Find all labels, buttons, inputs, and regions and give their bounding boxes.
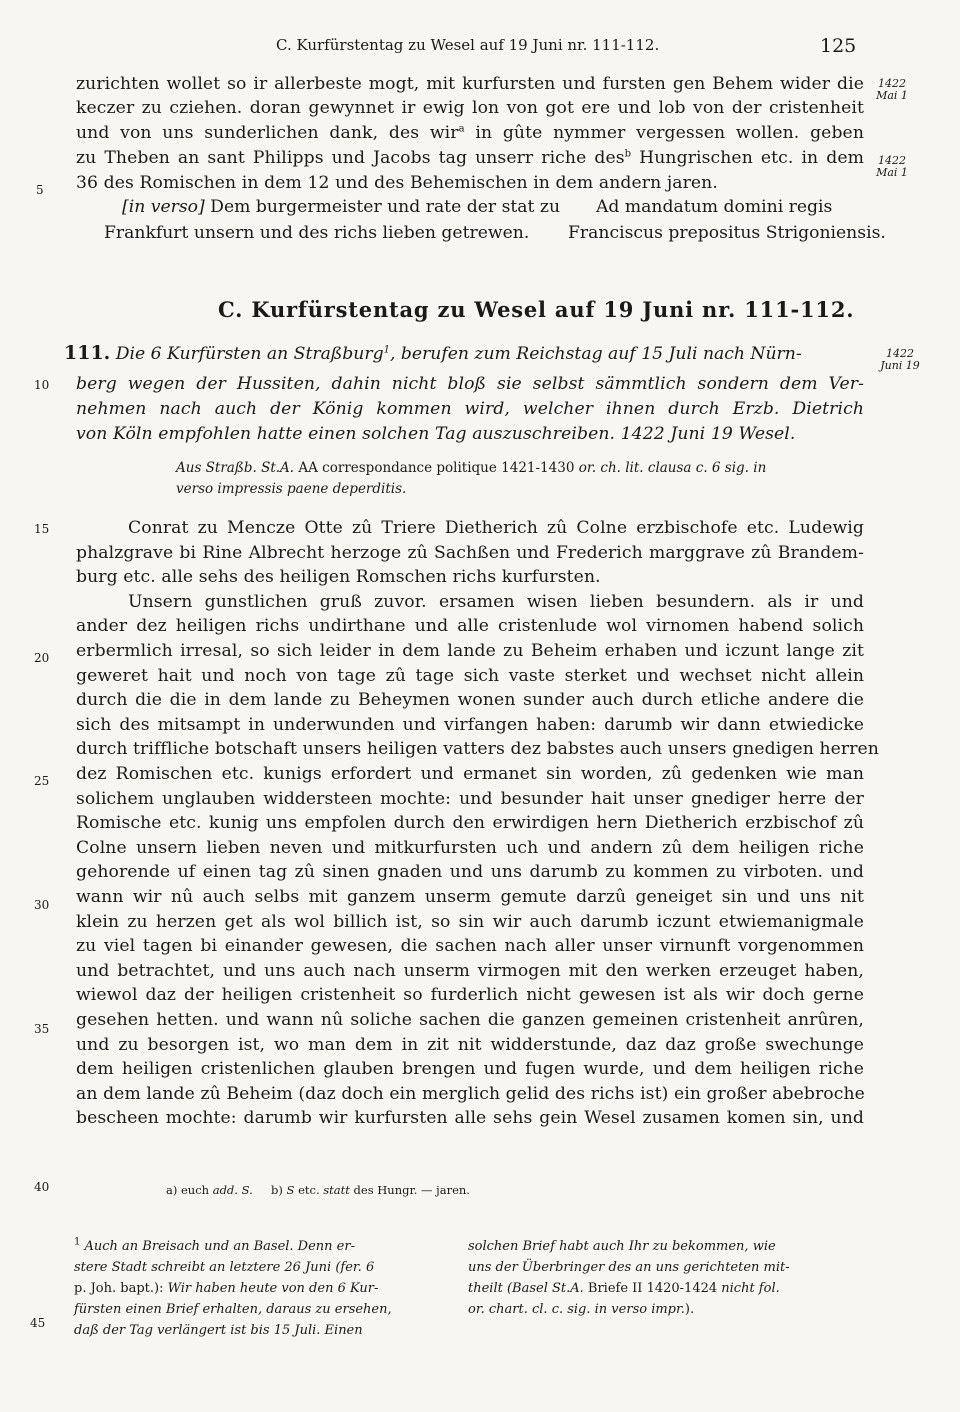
page-number: 125 bbox=[820, 35, 857, 57]
text-line: zu Theben an sant Philipps und Jacobs tag unserr riche des$^b$ Hungrischen etc. in dem bbox=[76, 148, 864, 168]
line-number: 40 bbox=[34, 1180, 50, 1194]
text-line: keczer zu cziehen. doran gewynnet ir ewig lon von got ere und lob von der cristenheit bbox=[76, 98, 864, 118]
footnote-left: $^1$ Auch an Breisach und an Basel. Denn er- stere Stadt schreibt an letztere 26 Juni (fer. 6 p. Joh. bapt.): Wir haben heute von den 6 Kur- fürsten einen Brief erhalten, daraus zu ersehen, daß der Tag verlängert ist bis 15 Juli. Einen bbox=[74, 1236, 392, 1338]
body-line: gehorende uf einen tag zû sinen gnaden und uns darumb zu kommen zu virboten. und bbox=[76, 862, 864, 882]
address-verso: [in verso] Dem burgermeister und rate der stat zu bbox=[122, 197, 561, 217]
address-verso: Frankfurt unsern und des richs lieben getrewen. bbox=[104, 223, 530, 243]
text-line: und von uns sunderlichen dank, des wir$^a$ in gûte nymmer vergessen wollen. geben bbox=[76, 123, 864, 143]
footnote-right: solchen Brief habt auch Ihr zu bekommen, wie uns der Überbringer des an uns gerichteten mit- theilt (Basel St.A. Briefe II 1420-1424 nicht fol. or. chart. cl. c. sig. in verso impr.). bbox=[468, 1239, 790, 1317]
body-line: dem heiligen cristenlichen glauben brengen und fugen wurde, und dem heiligen riche bbox=[76, 1059, 864, 1079]
body-line: durch die die in dem lande zu Beheymen wonen sunder auch durch etliche andere die bbox=[76, 690, 864, 710]
body-line: phalzgrave bi Rine Albrecht herzoge zû Sachßen und Frederich marggrave zû Brandem- bbox=[76, 543, 864, 563]
mandatum-line: Ad mandatum domini regis bbox=[596, 197, 833, 217]
text-line: 36 des Romischen in dem 12 und des Behemischen in dem andern jaren. bbox=[76, 173, 718, 193]
body-line: und zu besorgen ist, wo man dem in zit nit widderstunde, daz daz große swechunge bbox=[76, 1035, 864, 1055]
line-number: 35 bbox=[34, 1022, 50, 1036]
body-line: sich des mitsampt in underwunden und virfangen haben: darumb wir dann etwiedicke bbox=[76, 715, 864, 735]
body-line: Colne unsern lieben neven und mitkurfursten uch und andern zû dem heiligen riche bbox=[76, 838, 864, 858]
running-title: C. Kurfürstentag zu Wesel auf 19 Juni nr. 111-112. bbox=[276, 36, 660, 54]
body-line: gesehen hetten. und wann nû soliche sachen die ganzen gemeinen cristenheit anrûren, bbox=[76, 1010, 864, 1030]
body-line: dez Romischen etc. kunigs erfordert und ermanet sin worden, zû gedenken wie man bbox=[76, 764, 864, 784]
body-line: bescheen mochte: darumb wir kurfursten alle sehs gein Wesel zusamen komen sin, und bbox=[76, 1108, 864, 1128]
source-note: Aus Straßb. St.A. AA correspondance politique 1421-1430 or. ch. lit. clausa c. 6 sig. in bbox=[176, 460, 767, 476]
body-line: wann wir nû auch selbs mit ganzem unserm gemute darzû geneiget sin und uns nit bbox=[76, 887, 864, 907]
body-line: durch triffliche botschaft unsers heiligen vatters dez babstes auch unsers gnedigen herren bbox=[76, 739, 879, 759]
body-line: zu viel tagen bi einander gewesen, die sachen nach aller unser virnunft vorgenommen bbox=[76, 936, 864, 956]
entry-heading: 111. Die 6 Kurfürsten an Straßburg$^1$, berufen zum Reichstag auf 15 Juli nach Nürn- bbox=[64, 342, 802, 364]
entry-heading-line: von Köln empfohlen hatte einen solchen Tag auszuschreiben. 1422 Juni 19 Wesel. bbox=[76, 424, 796, 444]
section-title: C. Kurfürstentag zu Wesel auf 19 Juni nr. 111-112. bbox=[218, 297, 855, 322]
line-number: 25 bbox=[34, 774, 50, 788]
body-line: Conrat zu Mencze Otte zû Triere Dietherich zû Colne erzbischofe etc. Ludewig bbox=[128, 518, 864, 538]
margin-date: 1422 Mai 1 bbox=[876, 77, 908, 102]
source-note: verso impressis paene deperditis. bbox=[176, 481, 407, 497]
body-line: geweret hait und noch von tage zû tage sich vaste sterket und wechset nicht allein bbox=[76, 666, 864, 686]
text-line: zurichten wollet so ir allerbeste mogt, mit kurfursten und fursten gen Behem wider die bbox=[76, 74, 864, 94]
body-line: solichem unglauben widdersteen mochte: und besunder hait unser gnediger herre der bbox=[76, 789, 864, 809]
body-line: burg etc. alle sehs des heiligen Romschen richs kurfursten. bbox=[76, 567, 601, 587]
body-line: Romische etc. kunig uns empfolen durch den erwirdigen hern Dietherich erzbischof zû bbox=[76, 813, 864, 833]
body-line: ander dez heiligen richs undirthane und alle cristenlude wol virnomen habend solich bbox=[76, 616, 864, 636]
signature-line: Franciscus prepositus Strigoniensis. bbox=[568, 223, 886, 243]
body-line: erbermlich irresal, so sich leider in dem lande zu Beheim erhaben und iczunt lange zit bbox=[76, 641, 864, 661]
entry-heading-line: berg wegen der Hussiten, dahin nicht bloß sie selbst sämmtlich sondern dem Ver- bbox=[76, 374, 864, 394]
line-number: 10 bbox=[34, 378, 50, 392]
line-number: 20 bbox=[34, 651, 50, 665]
body-line: und betrachtet, und uns auch nach unserm virmogen mit den werken erzeuget haben, bbox=[76, 961, 864, 981]
margin-date: 1422 Juni 19 bbox=[880, 347, 920, 372]
body-line: an dem lande zû Beheim (daz doch ein merglich gelid des richs ist) ein großer abebroche bbox=[76, 1084, 865, 1104]
margin-date: 1422 Mai 1 bbox=[876, 154, 908, 179]
body-line: wiewol daz der heiligen cristenheit so furderlich nicht gewesen ist als wir doch gerne bbox=[76, 985, 864, 1005]
entry-heading-line: nehmen nach auch der König kommen wird, welcher ihnen durch Erzb. Dietrich bbox=[76, 399, 864, 419]
line-number: 15 bbox=[34, 522, 50, 536]
body-line: klein zu herzen get als wol billich ist, so sin wir auch darumb iczunt etwiemanigmale bbox=[76, 912, 864, 932]
text-notes: a) euch add. S. b) S etc. statt des Hungr. — jaren. bbox=[166, 1183, 470, 1197]
body-line: Unsern gunstlichen gruß zuvor. ersamen wisen lieben besundern. als ir und bbox=[128, 592, 864, 612]
line-number: 45 bbox=[30, 1316, 46, 1330]
line-number: 5 bbox=[36, 183, 44, 197]
line-number: 30 bbox=[34, 898, 50, 912]
